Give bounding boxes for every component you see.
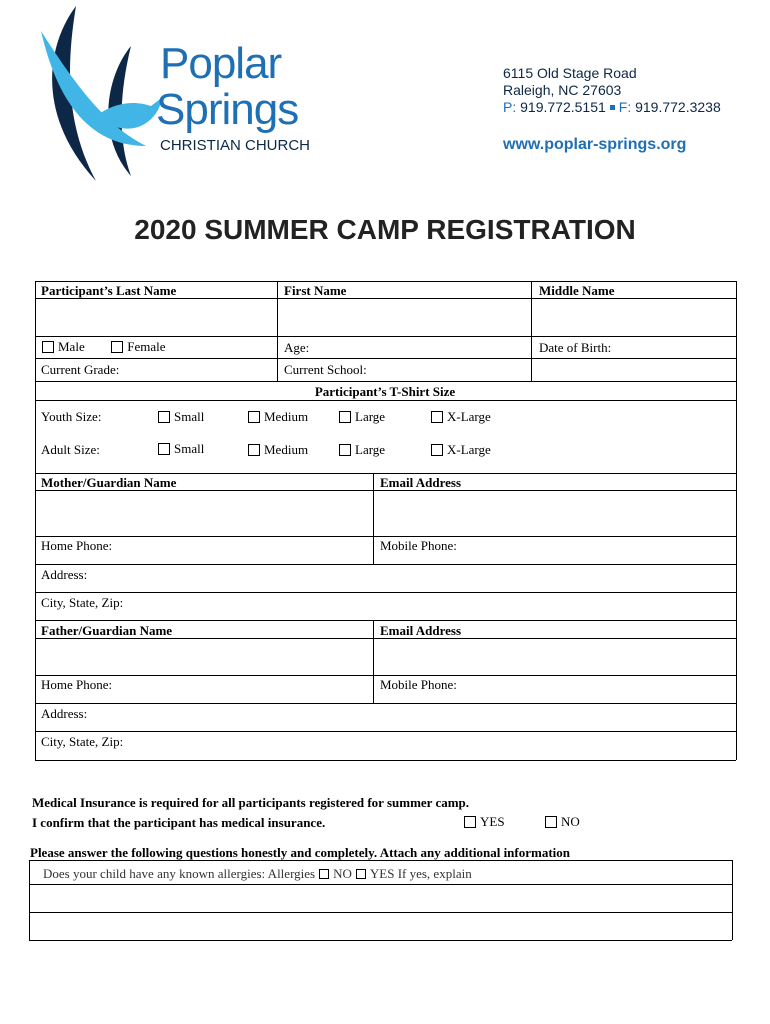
checkbox-icon[interactable] (464, 816, 476, 828)
father-home-phone-label[interactable]: Home Phone: (41, 677, 113, 692)
youth-medium-option[interactable]: Medium (248, 409, 308, 425)
checkbox-icon[interactable] (339, 411, 351, 423)
tshirt-heading: Participant’s T-Shirt Size (314, 384, 456, 399)
checkbox-icon[interactable] (431, 444, 443, 456)
adult-large-option[interactable]: Large (339, 442, 385, 458)
website-link[interactable]: www.poplar-springs.org (503, 136, 687, 153)
first-name-label: First Name (284, 283, 347, 298)
first-name-field[interactable] (278, 299, 531, 336)
mother-email-field[interactable] (374, 491, 736, 536)
mother-mobile-phone-label[interactable]: Mobile Phone: (380, 538, 457, 553)
allergies-question-text: Does your child have any known allergies: Allergies (43, 866, 316, 881)
youth-size-label: Youth Size: (41, 409, 102, 424)
insurance-required-text: Medical Insurance is required for all participants registered for summer camp. (32, 795, 470, 810)
male-checkbox[interactable] (42, 341, 54, 353)
allergies-no-checkbox[interactable] (319, 869, 329, 879)
middle-name-field[interactable] (532, 299, 736, 336)
last-name-label: Participant’s Last Name (41, 283, 177, 298)
father-name-field[interactable] (36, 639, 373, 675)
adult-xlarge-option[interactable]: X-Large (431, 442, 491, 458)
fax-number: 919.772.3238 (635, 99, 721, 115)
questions-instructions: Please answer the following questions honestly and completely. Attach any additional information (30, 845, 571, 860)
phone-number: 919.772.5151 (520, 99, 606, 115)
phone-fax-line (503, 99, 721, 116)
allergies-no-label: NO (333, 866, 352, 881)
brand-name-line3: CHRISTIAN CHURCH (160, 137, 310, 154)
father-email-field[interactable] (374, 639, 736, 675)
youth-xlarge-option[interactable]: X-Large (431, 409, 491, 425)
insurance-confirm-text: I confirm that the participant has medical insurance. (32, 815, 326, 830)
phone-label: P: (503, 99, 517, 115)
female-label: Female (127, 339, 166, 354)
male-label: Male (58, 339, 85, 354)
checkbox-icon[interactable] (248, 444, 260, 456)
checkbox-icon[interactable] (339, 444, 351, 456)
mother-home-phone-label[interactable]: Home Phone: (41, 538, 113, 553)
checkbox-icon[interactable] (248, 411, 260, 423)
father-email-label: Email Address (380, 623, 462, 638)
page-title: 2020 SUMMER CAMP REGISTRATION (134, 214, 636, 245)
youth-large-option[interactable]: Large (339, 409, 385, 425)
father-name-label: Father/Guardian Name (41, 623, 173, 638)
allergies-explain-field-2[interactable] (30, 913, 732, 940)
father-address-label[interactable]: Address: (41, 706, 88, 721)
checkbox-icon[interactable] (158, 411, 170, 423)
adult-small-option[interactable]: Small (158, 441, 204, 457)
age-label[interactable]: Age: (284, 340, 310, 355)
last-name-field[interactable] (36, 299, 277, 336)
mother-name-field[interactable] (36, 491, 373, 536)
checkbox-icon[interactable] (431, 411, 443, 423)
school-label[interactable]: Current School: (284, 362, 367, 377)
dob-label[interactable]: Date of Birth: (539, 340, 612, 355)
checkbox-icon[interactable] (158, 443, 170, 455)
gender-options (42, 339, 165, 355)
insurance-no-option[interactable]: NO (545, 814, 580, 830)
allergies-yes-label: YES If yes, explain (369, 866, 472, 881)
female-checkbox[interactable] (111, 341, 123, 353)
checkbox-icon[interactable] (545, 816, 557, 828)
address-line1: 6115 Old Stage Road (503, 65, 637, 81)
mother-name-label: Mother/Guardian Name (41, 475, 177, 490)
allergies-explain-field-1[interactable] (30, 885, 732, 912)
father-mobile-phone-label[interactable]: Mobile Phone: (380, 677, 457, 692)
brand-name-line2: Springs (156, 85, 299, 134)
grade-label[interactable]: Current Grade: (41, 362, 120, 377)
allergies-question (43, 866, 472, 882)
address-line2: Raleigh, NC 27603 (503, 82, 622, 98)
mother-city-label[interactable]: City, State, Zip: (41, 595, 124, 610)
middle-name-label: Middle Name (539, 283, 615, 298)
youth-small-option[interactable]: Small (158, 409, 204, 425)
separator-square-icon (610, 105, 615, 110)
father-city-label[interactable]: City, State, Zip: (41, 734, 124, 749)
insurance-yes-option[interactable]: YES (464, 814, 505, 830)
allergies-yes-checkbox[interactable] (356, 869, 366, 879)
mother-address-label[interactable]: Address: (41, 567, 88, 582)
adult-size-label: Adult Size: (41, 442, 100, 457)
adult-medium-option[interactable]: Medium (248, 442, 308, 458)
mother-email-label: Email Address (380, 475, 462, 490)
fax-label: F: (618, 99, 632, 115)
brand-name-line1: Poplar (160, 39, 282, 88)
